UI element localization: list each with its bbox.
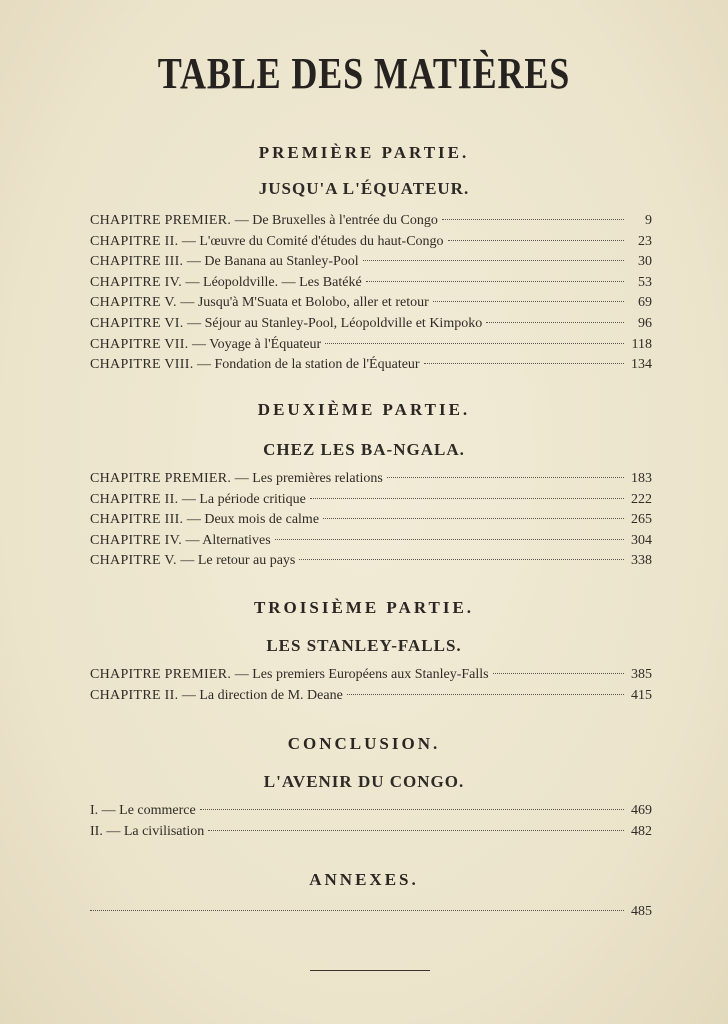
page-number: 118: [631, 336, 652, 352]
chapter-title: — Le retour au pays: [176, 553, 296, 569]
chapter-label: CHAPITRE V.: [90, 295, 177, 311]
chapter-title: — Deux mois de calme: [183, 512, 320, 528]
toc-entry[interactable]: [90, 314, 652, 335]
toc-entry[interactable]: [90, 686, 652, 707]
leader-dots: [387, 477, 624, 478]
leader-dots: [493, 673, 624, 674]
chapter-label: CHAPITRE II.: [90, 233, 179, 249]
conclusion-heading: CONCLUSION.: [287, 734, 441, 753]
page-title: TABLE DES MATIÈRES: [157, 49, 571, 98]
annexes-heading: ANNEXES.: [309, 870, 419, 889]
leader-dots: [363, 260, 624, 261]
chapter-label: CHAPITRE IV.: [90, 532, 183, 548]
chapter-label: CHAPITRE PREMIER.: [90, 213, 232, 228]
leader-dots: [200, 809, 624, 810]
leader-dots: [323, 518, 624, 519]
page-number: 183: [631, 471, 652, 486]
chapter-label: CHAPITRE IV.: [90, 274, 183, 290]
page-number: 482: [631, 823, 652, 839]
chapter-title: — Séjour au Stanley-Pool, Léopoldville et Kimpoko: [183, 315, 483, 331]
page-number: 69: [638, 295, 652, 311]
part-3-toc: [90, 665, 652, 706]
chapter-title: — Alternatives: [182, 532, 271, 548]
chapter-label: CHAPITRE VIII.: [90, 357, 194, 373]
page-number: 96: [638, 315, 652, 331]
chapter-label: CHAPITRE III.: [90, 512, 184, 528]
leader-dots: [90, 910, 624, 911]
toc-entry[interactable]: [90, 665, 652, 686]
leader-dots: [442, 219, 624, 220]
chapter-title: — Fondation de la station de l'Équateur: [193, 357, 420, 373]
toc-entry[interactable]: [90, 902, 652, 923]
chapter-title: — Léopoldville. — Les Batéké: [182, 274, 362, 290]
chapter-title: — De Banana au Stanley-Pool: [183, 254, 359, 270]
toc-entry[interactable]: [90, 531, 652, 552]
chapter-title: — La période critique: [178, 491, 306, 507]
toc-entry[interactable]: [90, 232, 652, 253]
leader-dots: [347, 694, 624, 695]
leader-dots: [275, 539, 624, 540]
chapter-label: CHAPITRE VII.: [90, 336, 189, 352]
chapter-title: — Les premiers Européens aux Stanley-Falls: [231, 667, 489, 682]
leader-dots: [433, 301, 624, 302]
page-number: 338: [631, 553, 652, 569]
chapter-label: CHAPITRE V.: [90, 553, 177, 569]
leader-dots: [486, 322, 624, 323]
toc-entry[interactable]: [90, 801, 652, 822]
toc-entry[interactable]: [90, 490, 652, 511]
page-number: 222: [631, 491, 652, 507]
chapter-title: II. — La civilisation: [90, 823, 205, 839]
toc-entry[interactable]: [90, 551, 652, 572]
part-2-toc: [90, 469, 652, 572]
toc-entry[interactable]: [90, 273, 652, 294]
leader-dots: [325, 343, 624, 344]
chapter-title: — Voyage à l'Équateur: [188, 336, 322, 352]
chapter-title: — Les premières relations: [231, 471, 383, 486]
part-1-subtitle: JUSQU'A L'ÉQUATEUR.: [258, 179, 470, 198]
page-number: 30: [638, 254, 652, 270]
page-number: 23: [638, 233, 652, 249]
chapter-label: CHAPITRE VI.: [90, 315, 184, 331]
part-2-subtitle: CHEZ LES BA-NGALA.: [263, 440, 465, 459]
toc-entry[interactable]: [90, 510, 652, 531]
toc-entry[interactable]: [90, 355, 652, 376]
toc-entry[interactable]: [90, 335, 652, 356]
chapter-title: — L'œuvre du Comité d'études du haut-Congo: [178, 233, 444, 249]
toc-entry[interactable]: [90, 822, 652, 843]
toc-entry[interactable]: [90, 293, 652, 314]
chapter-title: I. — Le commerce: [90, 803, 196, 818]
toc-entry[interactable]: [90, 469, 652, 490]
page-number: 134: [631, 357, 652, 373]
part-3-subtitle: LES STANLEY-FALLS.: [266, 636, 462, 655]
page-number: 415: [631, 687, 652, 703]
page-number: 53: [638, 274, 652, 290]
chapter-title: — Jusqu'à M'Suata et Bolobo, aller et retour: [176, 295, 429, 311]
closing-rule: [310, 970, 430, 971]
toc-entry[interactable]: [90, 211, 652, 232]
chapter-label: CHAPITRE II.: [90, 491, 179, 507]
chapter-label: CHAPITRE PREMIER.: [90, 667, 232, 682]
chapter-label: CHAPITRE II.: [90, 687, 179, 703]
part-1-heading: PREMIÈRE PARTIE.: [258, 143, 470, 162]
leader-dots: [366, 281, 624, 282]
part-3-heading: TROISIÈME PARTIE.: [253, 598, 475, 617]
page-number: 385: [631, 667, 652, 682]
conclusion-toc: [90, 801, 652, 842]
leader-dots: [448, 240, 624, 241]
chapter-title: — De Bruxelles à l'entrée du Congo: [231, 213, 438, 228]
chapter-label: CHAPITRE III.: [90, 254, 184, 270]
part-2-heading: DEUXIÈME PARTIE.: [257, 400, 471, 419]
leader-dots: [208, 830, 624, 831]
page-number: 265: [631, 512, 652, 528]
chapter-title: — La direction de M. Deane: [178, 687, 343, 703]
page-number: 304: [631, 532, 652, 548]
page-number: 9: [645, 213, 652, 228]
chapter-label: CHAPITRE PREMIER.: [90, 471, 232, 486]
conclusion-subtitle: L'AVENIR DU CONGO.: [263, 772, 465, 791]
leader-dots: [310, 498, 624, 499]
toc-entry[interactable]: [90, 252, 652, 273]
page-number: 469: [631, 803, 652, 818]
leader-dots: [424, 363, 624, 364]
page-number: 485: [631, 904, 652, 919]
part-1-toc: [90, 211, 652, 376]
annexes-toc: [90, 902, 652, 923]
leader-dots: [299, 559, 624, 560]
